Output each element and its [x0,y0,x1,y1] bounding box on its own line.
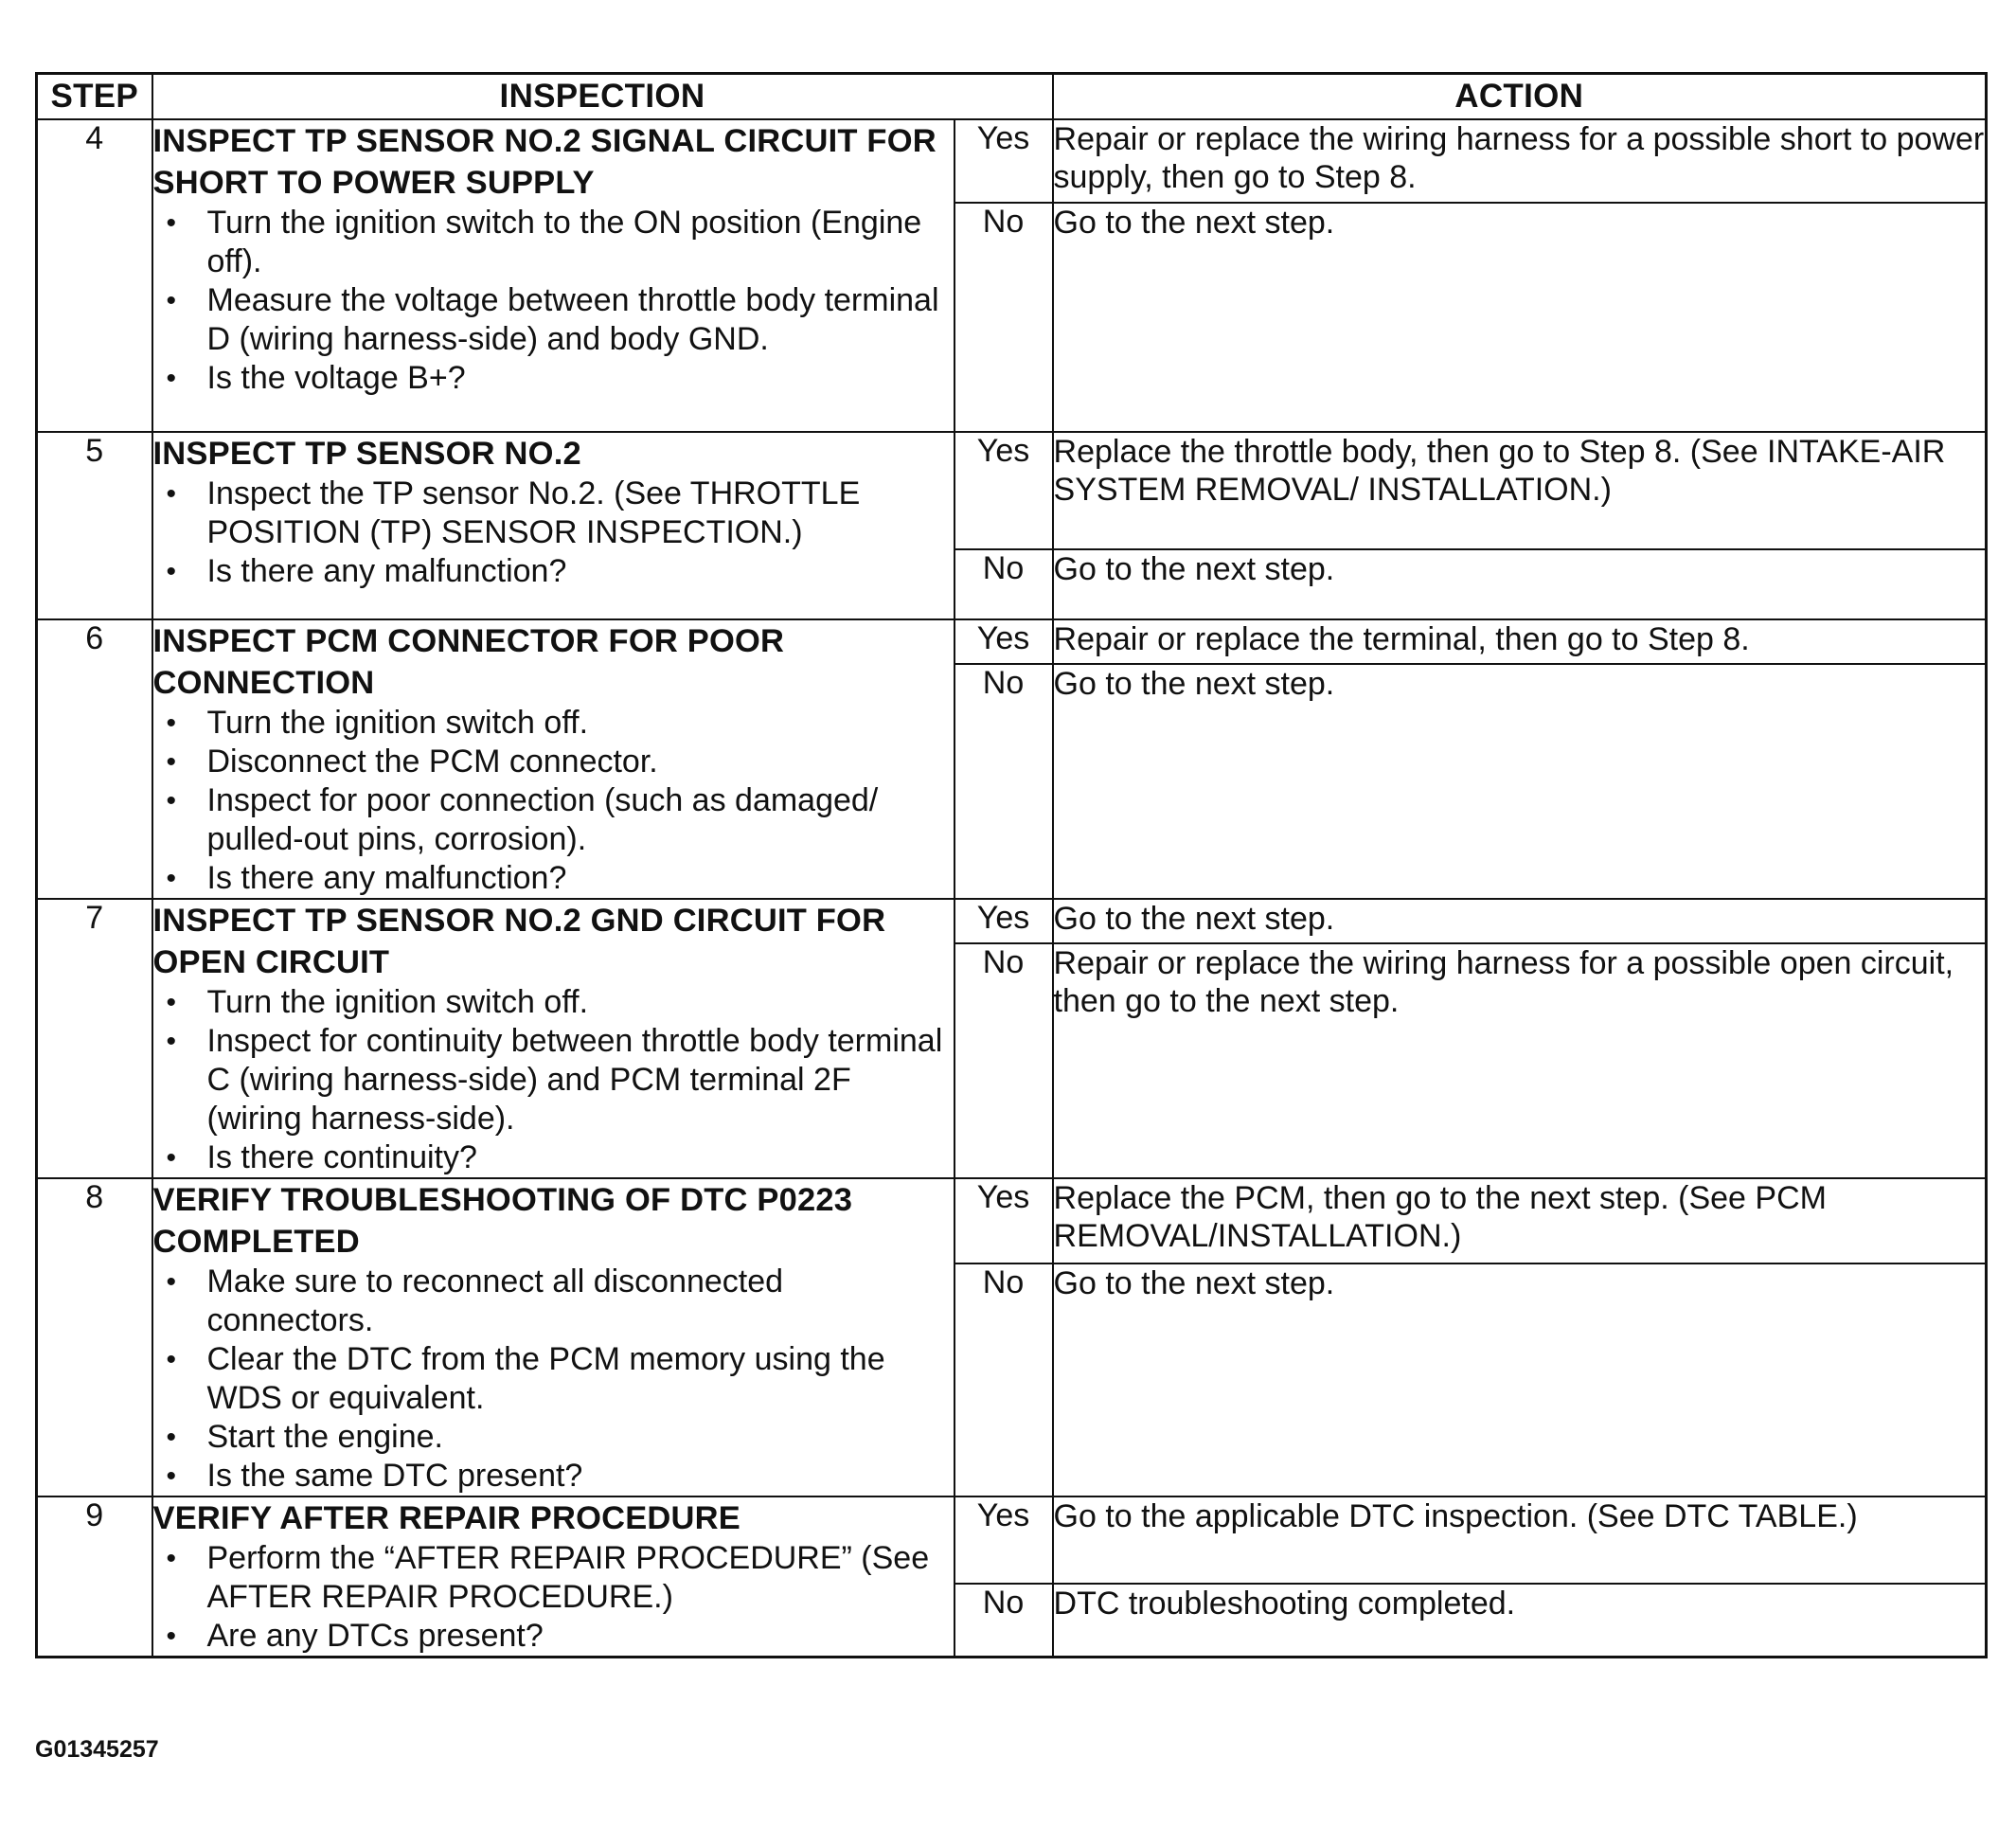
yes-action: Repair or replace the terminal, then go to Step 8. [1053,619,1987,664]
yes-action: Replace the throttle body, then go to Step 8. (See INTAKE-AIR SYSTEM REMOVAL/ INSTALLATION.) [1053,432,1987,549]
no-label: No [954,549,1053,619]
inspection-cell [152,432,954,619]
inspection-steps [153,475,954,591]
header-action: ACTION [1053,74,1987,120]
yes-label: Yes [954,1496,1053,1584]
step-row-yes [37,619,1987,664]
inspection-bullet: • Is there continuity? [153,1138,954,1177]
no-action: Go to the next step. [1053,549,1987,619]
step-row-yes [37,119,1987,203]
inspection-title: INSPECT TP SENSOR NO.2 [152,436,581,472]
no-label: No [954,203,1053,432]
inspection-bullet: • Turn the ignition switch to the ON position (Engine off). [153,204,954,281]
inspection-bullet: • Inspect for continuity between throttle body terminal C (wiring harness-side) and PCM terminal 2F (wiring harness-side). [153,1022,954,1138]
yes-label: Yes [954,619,1053,664]
inspection-bullet: • Is the voltage B+? [153,359,954,398]
inspection-bullet: • Is there any malfunction? [153,552,954,591]
inspection-cell [152,1496,954,1658]
troubleshooting-table [35,72,1988,1658]
step-row-yes [37,1496,1987,1584]
inspection-bullet: • Turn the ignition switch off. [153,704,954,743]
yes-action: Go to the applicable DTC inspection. (See DTC TABLE.) [1053,1496,1987,1584]
header-inspection: INSPECTION [152,74,1053,120]
inspection-bullet: • Start the engine. [153,1418,954,1457]
procedure-document [35,72,1985,1658]
yes-label: Yes [954,119,1053,203]
header-row [37,74,1987,120]
step-number: 7 [37,899,152,1178]
step-row-yes [37,899,1987,943]
inspection-cell [152,899,954,1178]
inspection-cell [152,619,954,899]
step-number: 5 [37,432,152,619]
no-label: No [954,943,1053,1178]
figure-id: G01345257 [35,1736,159,1763]
inspection-bullet: • Are any DTCs present? [153,1617,954,1656]
no-action: Repair or replace the wiring harness for a possible open circuit, then go to the next step. [1053,943,1987,1178]
inspection-steps [153,704,954,898]
inspection-cell [152,1178,954,1496]
inspection-cell [152,119,954,432]
inspection-steps [153,204,954,398]
step-number: 6 [37,619,152,899]
inspection-bullet: • Clear the DTC from the PCM memory using the WDS or equivalent. [153,1340,954,1418]
inspection-bullet: • Turn the ignition switch off. [153,983,954,1022]
yes-action: Go to the next step. [1053,899,1987,943]
inspection-title: INSPECT TP SENSOR NO.2 GND CIRCUIT FOR OPEN CIRCUIT [152,903,886,980]
yes-label: Yes [954,1178,1053,1263]
step-number: 8 [37,1178,152,1496]
inspection-steps [153,1263,954,1496]
yes-action: Repair or replace the wiring harness for a possible short to power supply, then go to Step 8. [1053,119,1987,203]
yes-label: Yes [954,432,1053,549]
inspection-bullet: • Inspect for poor connection (such as damaged/ pulled-out pins, corrosion). [153,781,954,859]
no-action: Go to the next step. [1053,1263,1987,1496]
yes-action: Replace the PCM, then go to the next step. (See PCM REMOVAL/INSTALLATION.) [1053,1178,1987,1263]
no-label: No [954,1584,1053,1658]
inspection-bullet: • Is the same DTC present? [153,1457,954,1496]
no-label: No [954,664,1053,899]
inspection-bullet: • Inspect the TP sensor No.2. (See THROTTLE POSITION (TP) SENSOR INSPECTION.) [153,475,954,552]
inspection-bullet: • Is there any malfunction? [153,859,954,898]
inspection-bullet: • Make sure to reconnect all disconnected connectors. [153,1263,954,1340]
yes-label: Yes [954,899,1053,943]
step-row-yes [37,1178,1987,1263]
inspection-bullet: • Disconnect the PCM connector. [153,743,954,781]
no-action: Go to the next step. [1053,664,1987,899]
inspection-title: VERIFY AFTER REPAIR PROCEDURE [152,1500,740,1536]
inspection-title: INSPECT TP SENSOR NO.2 SIGNAL CIRCUIT FOR SHORT TO POWER SUPPLY [152,123,937,201]
no-label: No [954,1263,1053,1496]
inspection-title: VERIFY TROUBLESHOOTING OF DTC P0223 COMPLETED [152,1182,853,1260]
inspection-bullet: • Measure the voltage between throttle body terminal D (wiring harness-side) and body GND. [153,281,954,359]
inspection-title: INSPECT PCM CONNECTOR FOR POOR CONNECTION [152,623,785,701]
no-action: DTC troubleshooting completed. [1053,1584,1987,1658]
step-row-yes [37,432,1987,549]
inspection-steps [153,983,954,1177]
inspection-bullet: • Perform the “AFTER REPAIR PROCEDURE” (See AFTER REPAIR PROCEDURE.) [153,1539,954,1617]
no-action: Go to the next step. [1053,203,1987,432]
step-number: 9 [37,1496,152,1658]
header-step: STEP [37,74,152,120]
inspection-steps [153,1539,954,1656]
step-number: 4 [37,119,152,432]
